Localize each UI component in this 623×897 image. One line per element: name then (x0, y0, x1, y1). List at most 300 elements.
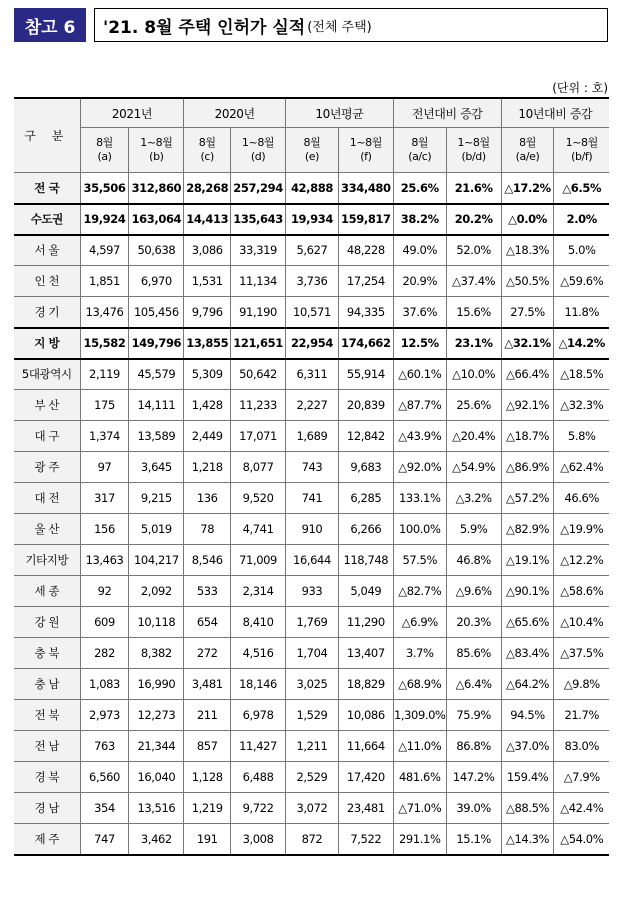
table-cell: △10.0% (446, 359, 501, 390)
table-cell: 1,531 (184, 266, 231, 297)
table-cell: 3,462 (129, 824, 184, 855)
table-cell: 8,382 (129, 638, 184, 669)
row-region-label: 전 국 (14, 173, 80, 204)
table-cell: 163,064 (129, 204, 184, 235)
table-cell: 17,254 (338, 266, 393, 297)
table-cell: 25.6% (393, 173, 446, 204)
table-cell: 85.6% (446, 638, 501, 669)
table-cell: 291.1% (393, 824, 446, 855)
table-cell: 609 (80, 607, 129, 638)
table-cell: 5.9% (446, 514, 501, 545)
table-row (14, 390, 609, 421)
table-cell: 872 (286, 824, 339, 855)
table-cell: 18,146 (231, 669, 286, 700)
table-cell: 4,741 (231, 514, 286, 545)
table-cell: 1,219 (184, 793, 231, 824)
table-cell: △14.2% (554, 328, 609, 359)
table-cell: 2,529 (286, 762, 339, 793)
table-cell: 3,645 (129, 452, 184, 483)
header-subcolumn-code: (b/d) (461, 150, 486, 163)
table-cell: 11,427 (231, 731, 286, 762)
table-cell: 763 (80, 731, 129, 762)
row-region-label: 대 구 (14, 421, 80, 452)
table-cell: △90.1% (501, 576, 554, 607)
table-cell: 33,319 (231, 235, 286, 266)
table-cell: 857 (184, 731, 231, 762)
table-cell: △19.9% (554, 514, 609, 545)
table-cell: 28,268 (184, 173, 231, 204)
table-cell: 9,683 (338, 452, 393, 483)
header-subcolumn-period: 8월 (303, 136, 321, 149)
header-row-sub (14, 128, 609, 173)
row-region-label: 경 남 (14, 793, 80, 824)
table-cell: 9,796 (184, 297, 231, 328)
table-cell: 27.5% (501, 297, 554, 328)
table-cell: △42.4% (554, 793, 609, 824)
table-cell: 23,481 (338, 793, 393, 824)
table-cell: 6,488 (231, 762, 286, 793)
table-cell: 11,664 (338, 731, 393, 762)
table-cell: 1,704 (286, 638, 339, 669)
table-cell: 9,520 (231, 483, 286, 514)
table-cell: 1,529 (286, 700, 339, 731)
header-subcolumn (286, 128, 339, 173)
row-region-label: 지 방 (14, 328, 80, 359)
table-cell: △60.1% (393, 359, 446, 390)
table-cell: △32.3% (554, 390, 609, 421)
table-cell: △6.4% (446, 669, 501, 700)
table-cell: △57.2% (501, 483, 554, 514)
header-group: 전년대비 증감 (393, 98, 501, 128)
table-cell: 14,413 (184, 204, 231, 235)
table-cell: 45,579 (129, 359, 184, 390)
table-cell: 57.5% (393, 545, 446, 576)
table-cell: △37.0% (501, 731, 554, 762)
table-cell: 147.2% (446, 762, 501, 793)
table-cell: 741 (286, 483, 339, 514)
table-cell: 747 (80, 824, 129, 855)
header-subcolumn-code: (a/e) (515, 150, 540, 163)
table-row (14, 669, 609, 700)
table-cell: 149,796 (129, 328, 184, 359)
table-cell: 257,294 (231, 173, 286, 204)
table-cell: 11,233 (231, 390, 286, 421)
table-cell: 9,215 (129, 483, 184, 514)
table-cell: △7.9% (554, 762, 609, 793)
table-cell: 121,651 (231, 328, 286, 359)
table-cell: 9,722 (231, 793, 286, 824)
table-cell: 191 (184, 824, 231, 855)
table-row (14, 235, 609, 266)
table-cell: 11,134 (231, 266, 286, 297)
table-cell: 15.6% (446, 297, 501, 328)
reference-tag: 참고 6 (14, 8, 86, 42)
table-cell: 4,597 (80, 235, 129, 266)
table-cell: 13,463 (80, 545, 129, 576)
table-cell: 17,071 (231, 421, 286, 452)
table-row (14, 359, 609, 390)
table-cell: 282 (80, 638, 129, 669)
table-cell: 6,978 (231, 700, 286, 731)
table-cell: 86.8% (446, 731, 501, 762)
table-row (14, 328, 609, 359)
table-cell: △50.5% (501, 266, 554, 297)
header-subcolumn-period: 1~8월 (241, 136, 275, 149)
table-cell: 19,934 (286, 204, 339, 235)
table-cell: △66.4% (501, 359, 554, 390)
table-cell: 910 (286, 514, 339, 545)
table-cell: △92.0% (393, 452, 446, 483)
header-subcolumn-code: (d) (250, 150, 266, 163)
table-cell: △59.6% (554, 266, 609, 297)
header-subcolumn-period: 8월 (96, 136, 113, 149)
table-cell: 5,309 (184, 359, 231, 390)
table-cell: 3.7% (393, 638, 446, 669)
table-cell: △54.9% (446, 452, 501, 483)
row-region-label: 전 북 (14, 700, 80, 731)
table-cell: 2.0% (554, 204, 609, 235)
table-cell: 2,227 (286, 390, 339, 421)
header-group: 2020년 (184, 98, 286, 128)
table-cell: 46.8% (446, 545, 501, 576)
table-cell: △43.9% (393, 421, 446, 452)
table-cell: 13,516 (129, 793, 184, 824)
table-row (14, 421, 609, 452)
table-row (14, 204, 609, 235)
table-cell: 1,428 (184, 390, 231, 421)
table-row (14, 762, 609, 793)
row-region-label: 강 원 (14, 607, 80, 638)
table-cell: △37.5% (554, 638, 609, 669)
table-cell: 104,217 (129, 545, 184, 576)
row-region-label: 대 전 (14, 483, 80, 514)
table-cell: 533 (184, 576, 231, 607)
table-cell: 6,266 (338, 514, 393, 545)
table-cell: 48,228 (338, 235, 393, 266)
row-region-label: 세 종 (14, 576, 80, 607)
table-cell: 105,456 (129, 297, 184, 328)
table-cell: 5,019 (129, 514, 184, 545)
table-cell: 35,506 (80, 173, 129, 204)
table-cell: 12,842 (338, 421, 393, 452)
table-cell: 1,211 (286, 731, 339, 762)
table-cell: 2,314 (231, 576, 286, 607)
table-cell: 18,829 (338, 669, 393, 700)
table-cell: 4,516 (231, 638, 286, 669)
table-cell: 12,273 (129, 700, 184, 731)
table-cell: △83.4% (501, 638, 554, 669)
header-group: 2021년 (80, 98, 184, 128)
table-cell: 272 (184, 638, 231, 669)
table-cell: 71,009 (231, 545, 286, 576)
table-cell: 19,924 (80, 204, 129, 235)
header-subcolumn (554, 128, 609, 173)
table-cell: 933 (286, 576, 339, 607)
table-cell: △71.0% (393, 793, 446, 824)
table-cell: 5,049 (338, 576, 393, 607)
table-cell: 1,851 (80, 266, 129, 297)
table-cell: 10,118 (129, 607, 184, 638)
row-region-label: 울 산 (14, 514, 80, 545)
header-subcolumn (446, 128, 501, 173)
table-cell: 5.0% (554, 235, 609, 266)
table-cell: △62.4% (554, 452, 609, 483)
table-cell: 10,571 (286, 297, 339, 328)
table-cell: 13,407 (338, 638, 393, 669)
header-subcolumn (80, 128, 129, 173)
table-cell: 8,410 (231, 607, 286, 638)
table-row (14, 731, 609, 762)
header-subcolumn-period: 1~8월 (349, 136, 382, 149)
page-subtitle: (전체 주택) (307, 19, 372, 35)
table-cell: 2,092 (129, 576, 184, 607)
table-cell: △3.2% (446, 483, 501, 514)
table-cell: 16,644 (286, 545, 339, 576)
header-subcolumn-code: (a/c) (408, 150, 432, 163)
table-row (14, 173, 609, 204)
permit-table (14, 97, 609, 856)
table-row (14, 514, 609, 545)
table-cell: 15,582 (80, 328, 129, 359)
table-cell: 3,481 (184, 669, 231, 700)
table-cell: 21.6% (446, 173, 501, 204)
table-cell: △17.2% (501, 173, 554, 204)
table-cell: 3,072 (286, 793, 339, 824)
table-cell: 2,449 (184, 421, 231, 452)
table-cell: 15.1% (446, 824, 501, 855)
table-cell: △18.7% (501, 421, 554, 452)
table-cell: △87.7% (393, 390, 446, 421)
table-cell: 37.6% (393, 297, 446, 328)
table-cell: 1,309.0% (393, 700, 446, 731)
table-cell: △9.6% (446, 576, 501, 607)
table-cell: 174,662 (338, 328, 393, 359)
table-cell: 354 (80, 793, 129, 824)
table-cell: △54.0% (554, 824, 609, 855)
table-cell: 159,817 (338, 204, 393, 235)
table-cell: 481.6% (393, 762, 446, 793)
row-region-label: 5대광역시 (14, 359, 80, 390)
table-cell: 8,546 (184, 545, 231, 576)
table-body (14, 173, 609, 855)
table-cell: 55,914 (338, 359, 393, 390)
table-cell: 5,627 (286, 235, 339, 266)
table-cell: 12.5% (393, 328, 446, 359)
table-cell: △14.3% (501, 824, 554, 855)
table-cell: 16,990 (129, 669, 184, 700)
table-cell: 3,025 (286, 669, 339, 700)
header-subcolumn-period: 1~8월 (565, 136, 598, 149)
table-cell: 2,973 (80, 700, 129, 731)
header-subcolumn (338, 128, 393, 173)
header-subcolumn-period: 8월 (519, 136, 536, 149)
header-subcolumn (129, 128, 184, 173)
table-row (14, 607, 609, 638)
header-subcolumn (393, 128, 446, 173)
table-cell: 1,083 (80, 669, 129, 700)
table-cell: 1,769 (286, 607, 339, 638)
table-cell: 6,311 (286, 359, 339, 390)
table-cell: 100.0% (393, 514, 446, 545)
table-cell: 118,748 (338, 545, 393, 576)
table-cell: 135,643 (231, 204, 286, 235)
table-row (14, 793, 609, 824)
table-cell: △86.9% (501, 452, 554, 483)
page-title: '21. 8월 주택 인허가 실적 (103, 17, 306, 38)
table-cell: 25.6% (446, 390, 501, 421)
table-cell: 133.1% (393, 483, 446, 514)
header-subcolumn-period: 8월 (411, 136, 429, 149)
table-cell: 16,040 (129, 762, 184, 793)
table-cell: △32.1% (501, 328, 554, 359)
table-row (14, 638, 609, 669)
table-cell: △58.6% (554, 576, 609, 607)
table-cell: △9.8% (554, 669, 609, 700)
header-category: 구 분 (14, 98, 80, 173)
table-cell: 6,285 (338, 483, 393, 514)
table-cell: 2,119 (80, 359, 129, 390)
table-cell: △11.0% (393, 731, 446, 762)
table-cell: 159.4% (501, 762, 554, 793)
row-region-label: 수도권 (14, 204, 80, 235)
table-cell: 23.1% (446, 328, 501, 359)
table-cell: △64.2% (501, 669, 554, 700)
table-cell: 52.0% (446, 235, 501, 266)
table-cell: 156 (80, 514, 129, 545)
row-region-label: 경 기 (14, 297, 80, 328)
title-box (94, 8, 608, 42)
table-cell: 21.7% (554, 700, 609, 731)
header-subcolumn-period: 8월 (198, 136, 216, 149)
table-row (14, 700, 609, 731)
table-cell: △19.1% (501, 545, 554, 576)
table-cell: 17,420 (338, 762, 393, 793)
table-cell: △18.5% (554, 359, 609, 390)
table-cell: 13,855 (184, 328, 231, 359)
header-subcolumn-code: (f) (360, 150, 372, 163)
table-cell: 211 (184, 700, 231, 731)
title-row (14, 8, 608, 42)
header-subcolumn-period: 1~8월 (457, 136, 490, 149)
table-cell: 39.0% (446, 793, 501, 824)
table-cell: △88.5% (501, 793, 554, 824)
unit-label: (단위 : 호) (552, 81, 608, 95)
table-cell: 136 (184, 483, 231, 514)
table-cell: 83.0% (554, 731, 609, 762)
table-cell: 13,476 (80, 297, 129, 328)
table-cell: 46.6% (554, 483, 609, 514)
row-region-label: 서 울 (14, 235, 80, 266)
header-subcolumn (184, 128, 231, 173)
table-cell: 334,480 (338, 173, 393, 204)
table-cell: 1,128 (184, 762, 231, 793)
table-cell: 78 (184, 514, 231, 545)
table-row (14, 576, 609, 607)
table-cell: 175 (80, 390, 129, 421)
table-row (14, 483, 609, 514)
header-subcolumn (231, 128, 286, 173)
table-cell: 94.5% (501, 700, 554, 731)
row-region-label: 경 북 (14, 762, 80, 793)
header-subcolumn-period: 1~8월 (140, 136, 173, 149)
table-cell: 91,190 (231, 297, 286, 328)
table-cell: 6,970 (129, 266, 184, 297)
table-cell: 50,642 (231, 359, 286, 390)
table-cell: 50,638 (129, 235, 184, 266)
table-cell: 49.0% (393, 235, 446, 266)
table-cell: 1,689 (286, 421, 339, 452)
table-cell: 94,335 (338, 297, 393, 328)
table-cell: △92.1% (501, 390, 554, 421)
row-region-label: 충 남 (14, 669, 80, 700)
table-cell: △65.6% (501, 607, 554, 638)
table-cell: 3,086 (184, 235, 231, 266)
table-cell: 13,589 (129, 421, 184, 452)
table-cell: 75.9% (446, 700, 501, 731)
table-cell: 6,560 (80, 762, 129, 793)
table-cell: 3,736 (286, 266, 339, 297)
table-cell: 1,218 (184, 452, 231, 483)
row-region-label: 충 북 (14, 638, 80, 669)
table-cell: 14,111 (129, 390, 184, 421)
table-cell: △6.5% (554, 173, 609, 204)
table-row (14, 545, 609, 576)
table-cell: 20.9% (393, 266, 446, 297)
table-cell: 38.2% (393, 204, 446, 235)
table-cell: 22,954 (286, 328, 339, 359)
table-cell: △18.3% (501, 235, 554, 266)
row-region-label: 인 천 (14, 266, 80, 297)
table-cell: △82.7% (393, 576, 446, 607)
table-cell: 11,290 (338, 607, 393, 638)
table-cell: 8,077 (231, 452, 286, 483)
table-cell: 11.8% (554, 297, 609, 328)
table-cell: 743 (286, 452, 339, 483)
table-cell: △68.9% (393, 669, 446, 700)
table-cell: △12.2% (554, 545, 609, 576)
row-region-label: 제 주 (14, 824, 80, 855)
table-cell: 7,522 (338, 824, 393, 855)
header-group: 10년대비 증감 (501, 98, 609, 128)
table-cell: 312,860 (129, 173, 184, 204)
table-cell: 5.8% (554, 421, 609, 452)
table-cell: 3,008 (231, 824, 286, 855)
table-row (14, 452, 609, 483)
table-cell: 21,344 (129, 731, 184, 762)
table-cell: 97 (80, 452, 129, 483)
table-cell: △20.4% (446, 421, 501, 452)
row-region-label: 부 산 (14, 390, 80, 421)
table-cell: 20.3% (446, 607, 501, 638)
table-cell: △37.4% (446, 266, 501, 297)
table-row (14, 297, 609, 328)
table-row (14, 266, 609, 297)
row-region-label: 광 주 (14, 452, 80, 483)
table-cell: 1,374 (80, 421, 129, 452)
table-cell: 92 (80, 576, 129, 607)
header-subcolumn-code: (b/f) (571, 150, 593, 163)
row-region-label: 전 남 (14, 731, 80, 762)
table-cell: 10,086 (338, 700, 393, 731)
table-row (14, 824, 609, 855)
table-cell: △82.9% (501, 514, 554, 545)
table-cell: △6.9% (393, 607, 446, 638)
table-cell: △10.4% (554, 607, 609, 638)
header-group: 10년평균 (286, 98, 394, 128)
header-row-groups (14, 98, 609, 128)
header-subcolumn-code: (c) (200, 150, 214, 163)
header-subcolumn (501, 128, 554, 173)
